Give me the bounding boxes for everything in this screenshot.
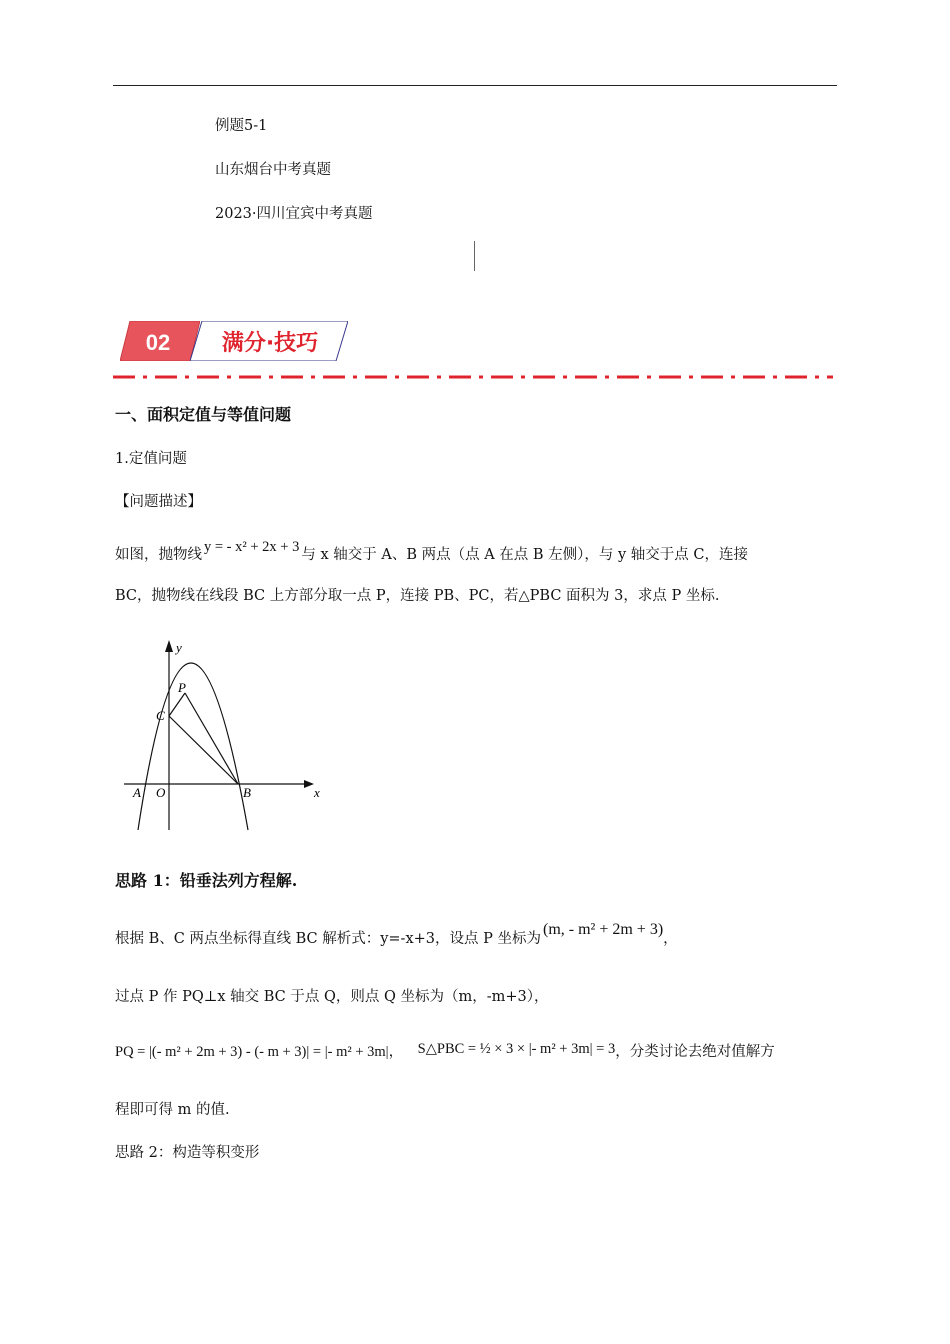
label-x: x — [314, 785, 320, 800]
toc-item[interactable]: 例题5-1 — [215, 118, 268, 134]
segment-pb — [185, 693, 238, 784]
section-divider — [113, 374, 833, 380]
text-cursor — [474, 241, 475, 271]
problem-line-2: BC，抛物线在线段 BC 上方部分取一点 P，连接 PB、PC，若△PBC 面积为 3，求点 P 坐标. — [115, 588, 720, 604]
section-title-badge — [190, 321, 348, 361]
y-axis-arrow — [165, 640, 173, 652]
segment-pc — [169, 693, 185, 716]
subheading: 1.定值问题 — [115, 451, 187, 467]
problem-line-1 — [115, 539, 749, 564]
segment-bc — [169, 716, 238, 784]
point-p-coordinates: (m, - m² + 2m + 3) — [542, 921, 664, 938]
idea-text: ，分类讨论去绝对值解方 — [615, 1044, 775, 1060]
area-equation: S△PBC = ½ × 3 × |- m² + 3m| = 3 — [417, 1041, 616, 1057]
toc-item[interactable]: 山东烟台中考真题 — [215, 162, 331, 178]
problem-text: 如图，抛物线 — [115, 547, 202, 563]
label-b: B — [243, 785, 251, 800]
parabola-figure — [118, 636, 328, 836]
toc-item[interactable]: 2023·四川宜宾中考真题 — [215, 206, 373, 222]
idea-text: 根据 B、C 两点坐标得直线 BC 解析式：y=-x+3，设点 P 坐标为 — [115, 931, 541, 947]
problem-text: 与 x 轴交于 A、B 两点（点 A 在点 B 左侧），与 y 轴交于点 C，连接 — [301, 547, 749, 563]
idea-text: ， — [388, 1044, 404, 1060]
label-a: A — [133, 785, 141, 800]
label-o: O — [156, 785, 166, 800]
label-y: y — [176, 640, 182, 655]
parabola-equation: y = - x² + 2x + 3 — [204, 539, 300, 555]
section-title: 满分·技巧 — [221, 331, 319, 356]
idea-text: ， — [663, 931, 678, 947]
section-heading: 一、面积定值与等值问题 — [115, 405, 292, 424]
pq-length-equation: PQ = |(- m² + 2m + 3) - (- m + 3)| = |- m² + 3m| — [115, 1044, 389, 1060]
bracket-label: 【问题描述】 — [115, 494, 202, 510]
idea-1-title: 思路 1：铅垂法列方程解. — [115, 871, 298, 890]
header-rule — [113, 85, 837, 86]
idea-1-line-1 — [115, 921, 678, 948]
x-axis-arrow — [304, 780, 314, 788]
parabola-curve — [138, 663, 248, 830]
idea-1-line-3 — [115, 1040, 775, 1061]
label-c: C — [156, 708, 165, 723]
section-number: 02 — [145, 330, 171, 355]
idea-1-line-4: 程即可得 m 的值. — [115, 1102, 230, 1118]
label-p: P — [178, 680, 186, 695]
idea-1-line-2: 过点 P 作 PQ⊥x 轴交 BC 于点 Q，则点 Q 坐标为（m，-m+3）， — [115, 989, 549, 1005]
idea-2-title: 思路 2：构造等积变形 — [115, 1145, 260, 1161]
section-number-badge — [120, 321, 200, 361]
